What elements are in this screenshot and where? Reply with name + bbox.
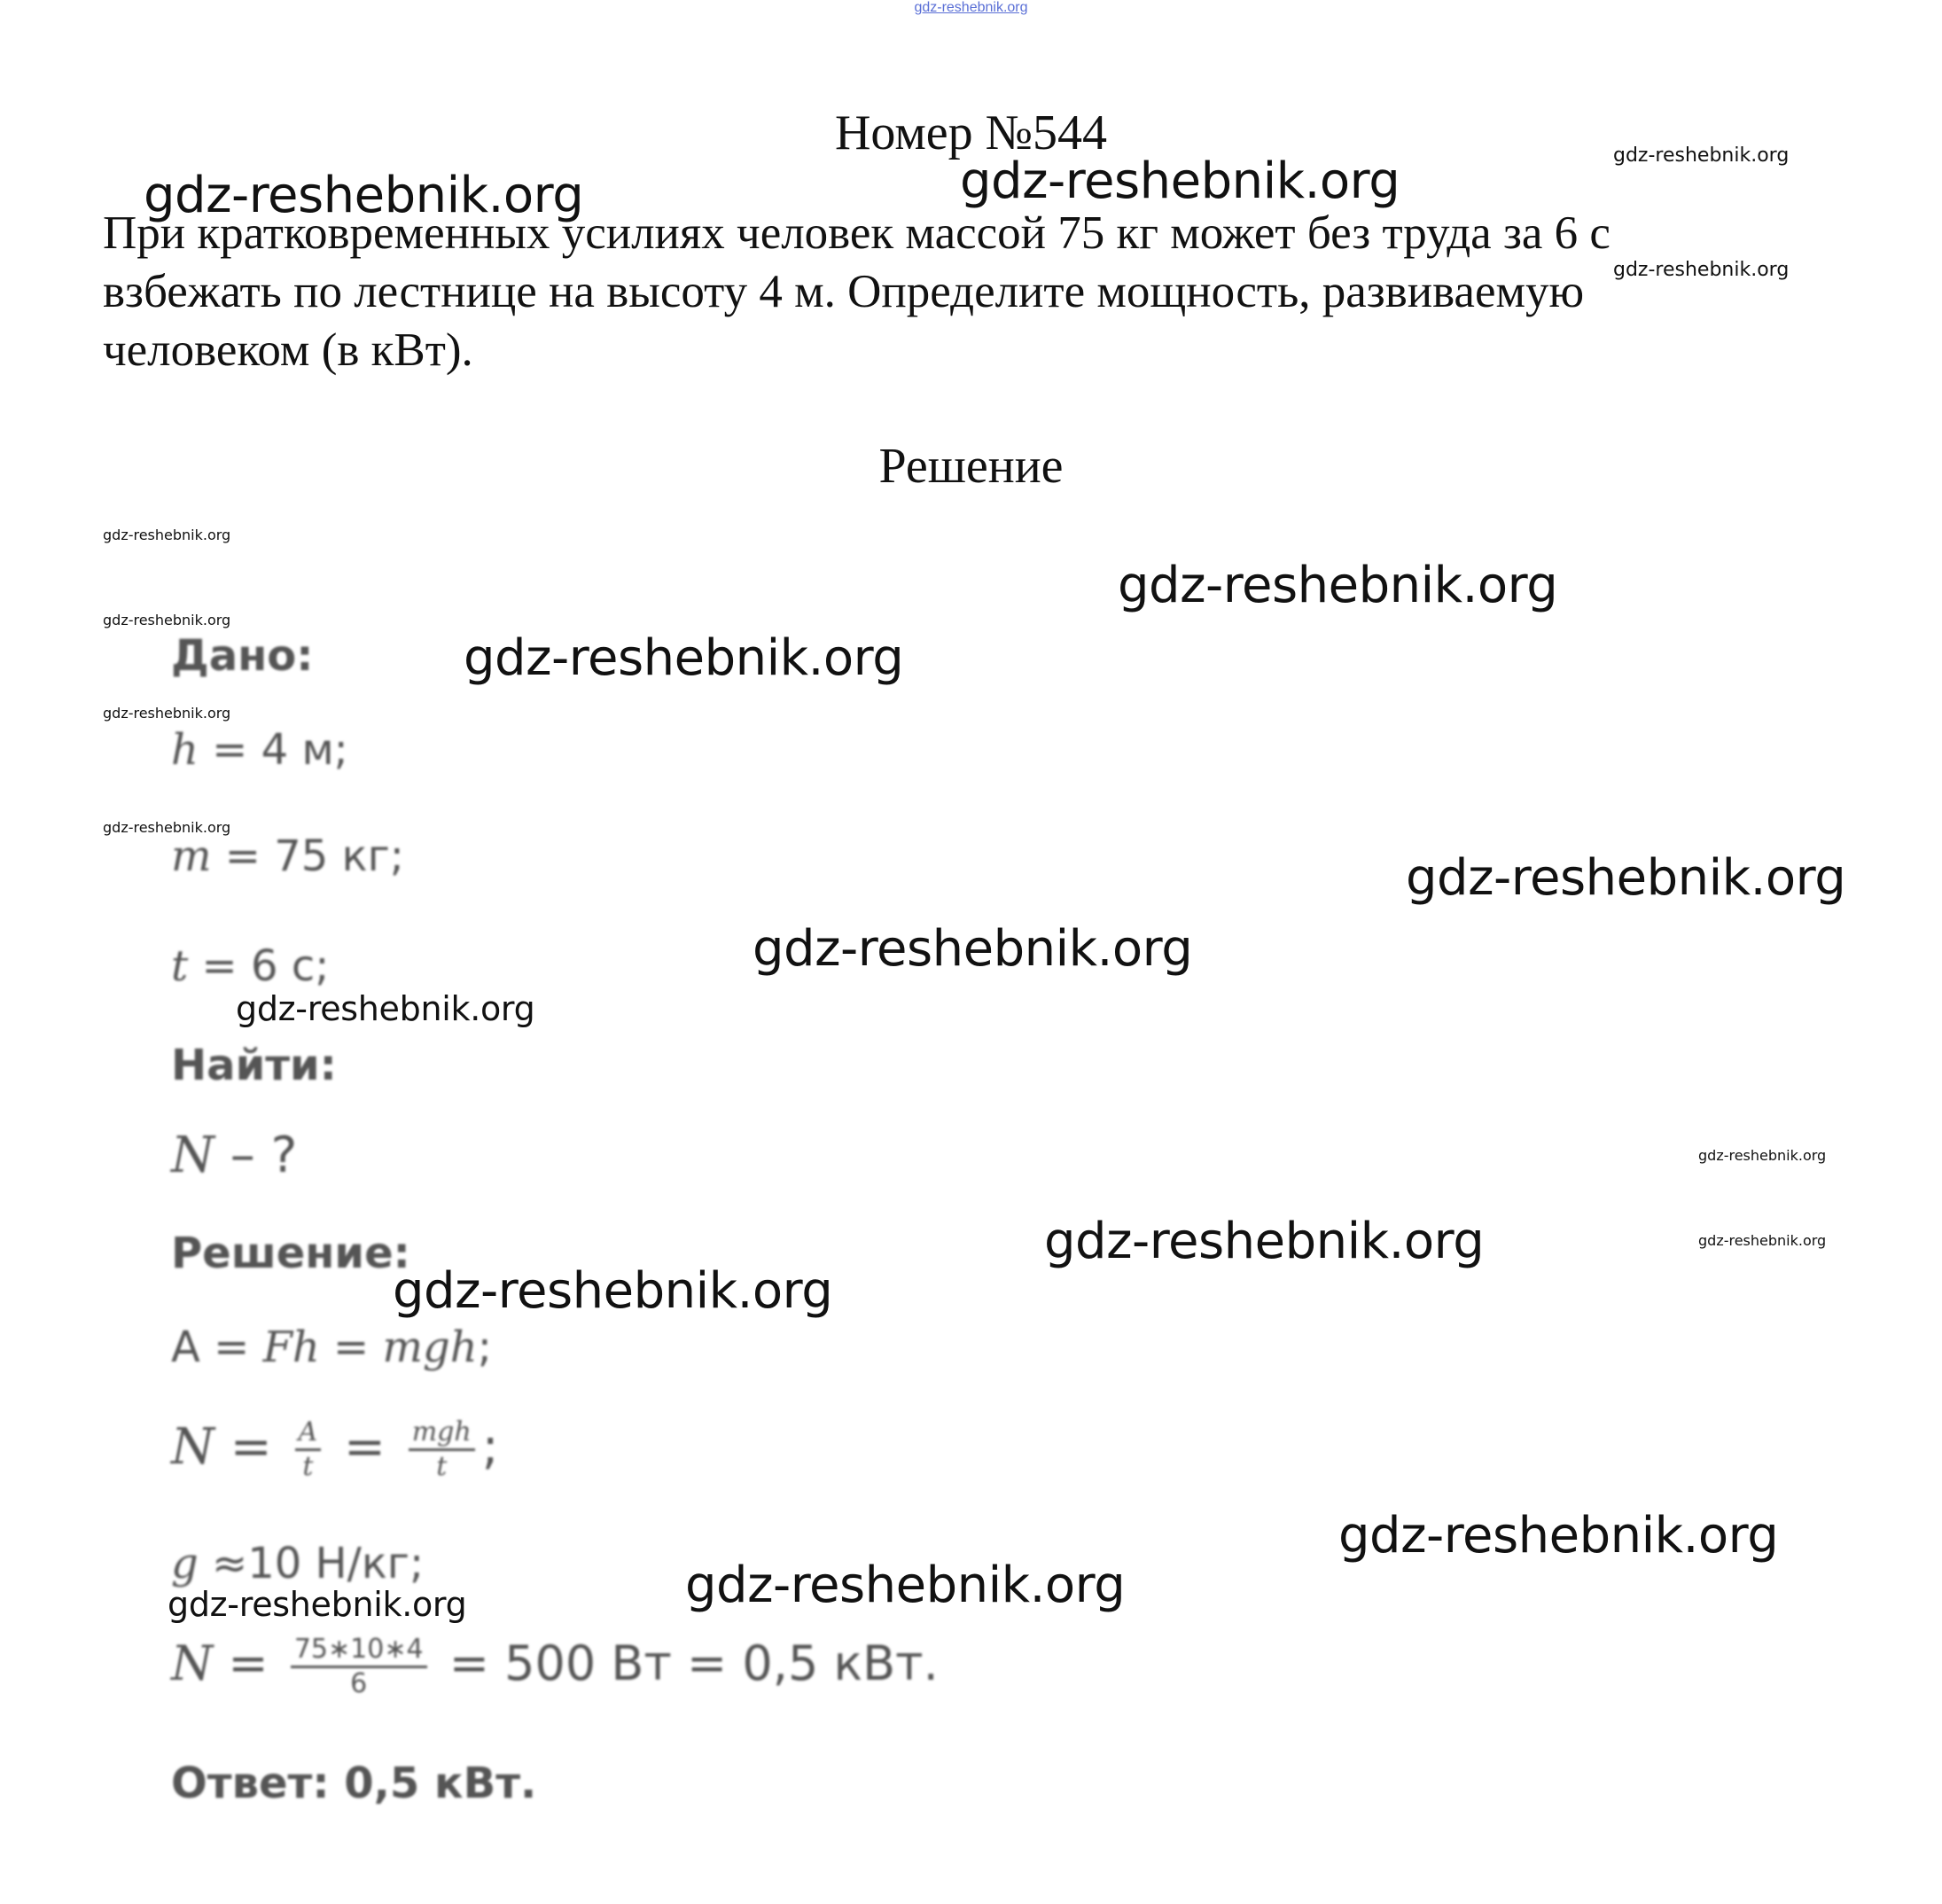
power-eq2: = bbox=[328, 1418, 402, 1476]
watermark: gdz-reshebnik.org bbox=[168, 1585, 467, 1624]
work-formula bbox=[171, 1323, 492, 1372]
power-formula bbox=[171, 1408, 499, 1487]
watermark: gdz-reshebnik.org bbox=[1118, 557, 1558, 614]
problem-line: взбежать по лестнице на высоту 4 м. Определите мощность, развиваемую bbox=[103, 266, 1585, 317]
fraction-denominator: t bbox=[302, 1451, 314, 1483]
work-end: ; bbox=[477, 1323, 492, 1372]
power-eq1: = bbox=[214, 1418, 288, 1476]
watermark: gdz-reshebnik.org bbox=[464, 629, 904, 687]
given-mass-value: = 75 кг; bbox=[211, 831, 404, 881]
fraction-denominator: 6 bbox=[350, 1667, 368, 1699]
find-unknown bbox=[171, 1127, 298, 1184]
fraction-a-over-t bbox=[295, 1416, 322, 1483]
watermark: gdz-reshebnik.org bbox=[236, 989, 535, 1028]
calc-eq: = bbox=[213, 1635, 284, 1691]
watermark: gdz-reshebnik.org bbox=[144, 167, 584, 224]
g-value: ≈10 Н/кг; bbox=[198, 1539, 425, 1588]
var-t: t bbox=[171, 941, 189, 991]
watermark: gdz-reshebnik.org bbox=[1698, 1232, 1827, 1249]
problem-statement bbox=[103, 204, 1840, 379]
watermark: gdz-reshebnik.org bbox=[103, 819, 231, 836]
power-n: N bbox=[171, 1418, 214, 1476]
watermark: gdz-reshebnik.org bbox=[753, 920, 1193, 978]
given-label: Дано: bbox=[171, 631, 314, 681]
watermark: gdz-reshebnik.org bbox=[103, 705, 231, 722]
given-height bbox=[171, 725, 348, 775]
top-site-link[interactable]: gdz-reshebnik.org bbox=[914, 0, 1028, 15]
problem-line: человеком (в кВт). bbox=[103, 324, 473, 376]
fraction-numerator: mgh bbox=[409, 1416, 475, 1451]
answer: Ответ: 0,5 кВт. bbox=[171, 1759, 537, 1808]
find-label: Найти: bbox=[171, 1041, 337, 1090]
g-constant bbox=[171, 1539, 424, 1588]
given-mass bbox=[171, 831, 404, 881]
fraction-numerator: 75∗10∗4 bbox=[291, 1634, 427, 1668]
work-fh: Fh bbox=[262, 1323, 320, 1372]
watermark: gdz-reshebnik.org bbox=[1338, 1507, 1779, 1565]
watermark: gdz-reshebnik.org bbox=[393, 1262, 833, 1320]
watermark: gdz-reshebnik.org bbox=[1044, 1213, 1485, 1270]
fraction-numerator: A bbox=[295, 1416, 322, 1451]
work-a: A = bbox=[171, 1323, 263, 1372]
given-height-value: = 4 м; bbox=[198, 725, 348, 775]
var-g: g bbox=[171, 1539, 199, 1588]
fraction-denominator: t bbox=[436, 1451, 448, 1483]
watermark: gdz-reshebnik.org bbox=[103, 612, 231, 628]
calc-result: = 500 Вт = 0,5 кВт. bbox=[433, 1635, 939, 1691]
watermark: gdz-reshebnik.org bbox=[1698, 1147, 1827, 1164]
var-h: h bbox=[171, 725, 199, 775]
calculation bbox=[171, 1624, 939, 1704]
page-title: Номер №544 bbox=[834, 105, 1108, 160]
problem-line: При кратковременных усилиях человек массой 75 кг может без труда за 6 с bbox=[103, 207, 1611, 259]
solution-heading: Решение bbox=[878, 439, 1064, 494]
work-mgh: mgh bbox=[382, 1323, 478, 1372]
watermark: gdz-reshebnik.org bbox=[1613, 259, 1790, 281]
work-eq: = bbox=[319, 1323, 383, 1372]
given-time bbox=[171, 941, 329, 991]
var-n: N bbox=[171, 1127, 214, 1184]
watermark: gdz-reshebnik.org bbox=[1406, 849, 1846, 907]
given-time-value: = 6 с; bbox=[188, 941, 330, 991]
var-m: m bbox=[171, 831, 212, 881]
watermark: gdz-reshebnik.org bbox=[1613, 144, 1790, 167]
find-unknown-mark: – ? bbox=[214, 1127, 298, 1184]
watermark: gdz-reshebnik.org bbox=[960, 152, 1400, 210]
power-end: ; bbox=[481, 1418, 499, 1476]
fraction-mgh-over-t bbox=[409, 1416, 475, 1483]
calc-n: N bbox=[171, 1635, 214, 1691]
watermark: gdz-reshebnik.org bbox=[685, 1557, 1126, 1614]
fraction-calc bbox=[291, 1634, 427, 1700]
solution-label: Решение: bbox=[171, 1229, 410, 1278]
watermark: gdz-reshebnik.org bbox=[103, 527, 231, 543]
